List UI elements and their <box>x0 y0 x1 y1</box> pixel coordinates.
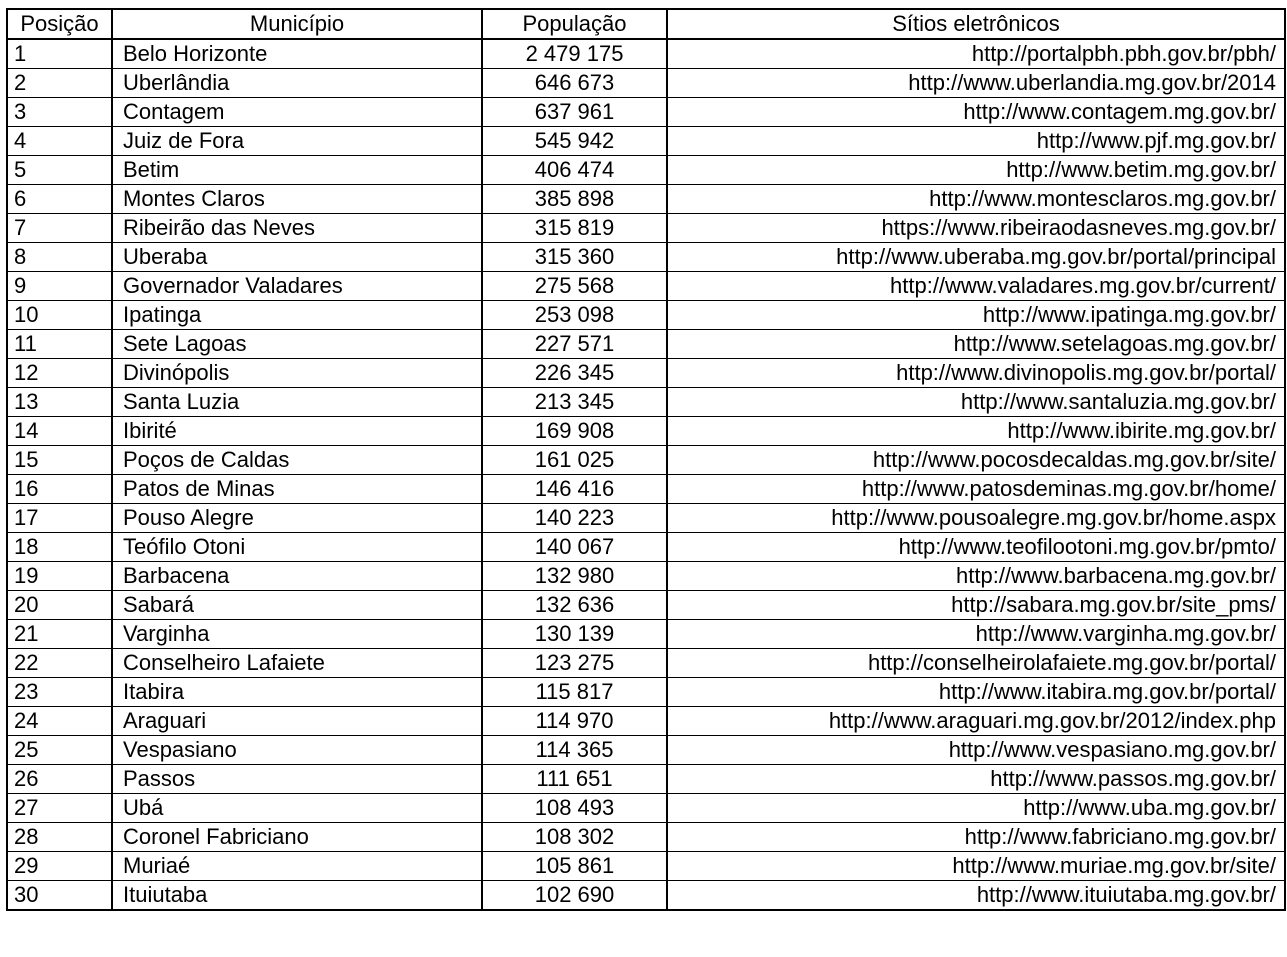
cell-populacao: 105 861 <box>482 852 667 881</box>
table-row <box>7 533 1285 562</box>
cell-posicao: 18 <box>7 533 112 562</box>
cell-populacao: 114 970 <box>482 707 667 736</box>
cell-sitio: http://www.pjf.mg.gov.br/ <box>667 127 1285 156</box>
cell-populacao: 132 636 <box>482 591 667 620</box>
table-row <box>7 301 1285 330</box>
cell-sitio: http://www.muriae.mg.gov.br/site/ <box>667 852 1285 881</box>
table-row <box>7 156 1285 185</box>
cell-posicao: 28 <box>7 823 112 852</box>
cell-municipio: Coronel Fabriciano <box>112 823 482 852</box>
table-row <box>7 765 1285 794</box>
cell-municipio: Uberaba <box>112 243 482 272</box>
cell-posicao: 15 <box>7 446 112 475</box>
cell-sitio: http://www.divinopolis.mg.gov.br/portal/ <box>667 359 1285 388</box>
header-sitios: Sítios eletrônicos <box>667 9 1285 39</box>
cell-posicao: 26 <box>7 765 112 794</box>
table-row <box>7 562 1285 591</box>
cell-populacao: 2 479 175 <box>482 39 667 69</box>
table-row <box>7 736 1285 765</box>
cell-sitio: http://www.barbacena.mg.gov.br/ <box>667 562 1285 591</box>
cell-municipio: Varginha <box>112 620 482 649</box>
table-row <box>7 330 1285 359</box>
cell-sitio: http://portalpbh.pbh.gov.br/pbh/ <box>667 39 1285 69</box>
cell-municipio: Governador Valadares <box>112 272 482 301</box>
cell-municipio: Ubá <box>112 794 482 823</box>
cell-posicao: 14 <box>7 417 112 446</box>
cell-sitio: http://www.varginha.mg.gov.br/ <box>667 620 1285 649</box>
cell-sitio: http://www.santaluzia.mg.gov.br/ <box>667 388 1285 417</box>
cell-posicao: 21 <box>7 620 112 649</box>
municipalities-table <box>6 8 1286 911</box>
cell-municipio: Teófilo Otoni <box>112 533 482 562</box>
cell-populacao: 169 908 <box>482 417 667 446</box>
table-row <box>7 359 1285 388</box>
cell-populacao: 108 302 <box>482 823 667 852</box>
cell-municipio: Itabira <box>112 678 482 707</box>
cell-municipio: Muriaé <box>112 852 482 881</box>
cell-populacao: 161 025 <box>482 446 667 475</box>
cell-sitio: http://www.teofilootoni.mg.gov.br/pmto/ <box>667 533 1285 562</box>
cell-sitio: https://www.ribeiraodasneves.mg.gov.br/ <box>667 214 1285 243</box>
cell-sitio: http://www.passos.mg.gov.br/ <box>667 765 1285 794</box>
cell-sitio: http://sabara.mg.gov.br/site_pms/ <box>667 591 1285 620</box>
cell-sitio: http://www.uberlandia.mg.gov.br/2014 <box>667 69 1285 98</box>
cell-sitio: http://www.uberaba.mg.gov.br/portal/principal <box>667 243 1285 272</box>
cell-posicao: 10 <box>7 301 112 330</box>
cell-sitio: http://conselheirolafaiete.mg.gov.br/portal/ <box>667 649 1285 678</box>
cell-municipio: Santa Luzia <box>112 388 482 417</box>
cell-municipio: Poços de Caldas <box>112 446 482 475</box>
cell-populacao: 111 651 <box>482 765 667 794</box>
cell-sitio: http://www.ipatinga.mg.gov.br/ <box>667 301 1285 330</box>
cell-sitio: http://www.ibirite.mg.gov.br/ <box>667 417 1285 446</box>
cell-populacao: 213 345 <box>482 388 667 417</box>
table-row <box>7 39 1285 69</box>
cell-posicao: 25 <box>7 736 112 765</box>
cell-municipio: Montes Claros <box>112 185 482 214</box>
table-row <box>7 69 1285 98</box>
cell-municipio: Patos de Minas <box>112 475 482 504</box>
table-header-row <box>7 9 1285 39</box>
cell-municipio: Sete Lagoas <box>112 330 482 359</box>
cell-sitio: http://www.patosdeminas.mg.gov.br/home/ <box>667 475 1285 504</box>
cell-sitio: http://www.contagem.mg.gov.br/ <box>667 98 1285 127</box>
table-row <box>7 794 1285 823</box>
cell-posicao: 11 <box>7 330 112 359</box>
cell-municipio: Ibirité <box>112 417 482 446</box>
cell-sitio: http://www.betim.mg.gov.br/ <box>667 156 1285 185</box>
cell-populacao: 315 819 <box>482 214 667 243</box>
cell-sitio: http://www.vespasiano.mg.gov.br/ <box>667 736 1285 765</box>
cell-populacao: 275 568 <box>482 272 667 301</box>
cell-populacao: 108 493 <box>482 794 667 823</box>
cell-posicao: 30 <box>7 881 112 911</box>
cell-populacao: 646 673 <box>482 69 667 98</box>
cell-populacao: 406 474 <box>482 156 667 185</box>
cell-municipio: Pouso Alegre <box>112 504 482 533</box>
cell-municipio: Divinópolis <box>112 359 482 388</box>
cell-municipio: Ribeirão das Neves <box>112 214 482 243</box>
cell-sitio: http://www.pocosdecaldas.mg.gov.br/site/ <box>667 446 1285 475</box>
table-body <box>7 39 1285 910</box>
cell-sitio: http://www.setelagoas.mg.gov.br/ <box>667 330 1285 359</box>
cell-municipio: Ipatinga <box>112 301 482 330</box>
table-row <box>7 707 1285 736</box>
table-row <box>7 388 1285 417</box>
cell-municipio: Sabará <box>112 591 482 620</box>
cell-posicao: 3 <box>7 98 112 127</box>
cell-posicao: 13 <box>7 388 112 417</box>
table-row <box>7 475 1285 504</box>
cell-posicao: 29 <box>7 852 112 881</box>
table-row <box>7 272 1285 301</box>
cell-sitio: http://www.araguari.mg.gov.br/2012/index.php <box>667 707 1285 736</box>
cell-posicao: 19 <box>7 562 112 591</box>
cell-posicao: 24 <box>7 707 112 736</box>
cell-populacao: 140 067 <box>482 533 667 562</box>
cell-sitio: http://www.ituiutaba.mg.gov.br/ <box>667 881 1285 911</box>
cell-municipio: Barbacena <box>112 562 482 591</box>
table-row <box>7 823 1285 852</box>
cell-populacao: 130 139 <box>482 620 667 649</box>
municipalities-table-wrapper <box>6 8 1284 911</box>
cell-posicao: 27 <box>7 794 112 823</box>
cell-populacao: 315 360 <box>482 243 667 272</box>
header-municipio: Município <box>112 9 482 39</box>
cell-posicao: 22 <box>7 649 112 678</box>
cell-municipio: Uberlândia <box>112 69 482 98</box>
cell-populacao: 115 817 <box>482 678 667 707</box>
cell-posicao: 8 <box>7 243 112 272</box>
cell-posicao: 6 <box>7 185 112 214</box>
cell-municipio: Betim <box>112 156 482 185</box>
table-row <box>7 852 1285 881</box>
cell-populacao: 385 898 <box>482 185 667 214</box>
header-posicao: Posição <box>7 9 112 39</box>
cell-posicao: 23 <box>7 678 112 707</box>
table-row <box>7 214 1285 243</box>
cell-populacao: 146 416 <box>482 475 667 504</box>
cell-posicao: 2 <box>7 69 112 98</box>
cell-municipio: Passos <box>112 765 482 794</box>
cell-posicao: 16 <box>7 475 112 504</box>
cell-sitio: http://www.itabira.mg.gov.br/portal/ <box>667 678 1285 707</box>
cell-sitio: http://www.pousoalegre.mg.gov.br/home.aspx <box>667 504 1285 533</box>
cell-populacao: 545 942 <box>482 127 667 156</box>
table-row <box>7 446 1285 475</box>
table-row <box>7 649 1285 678</box>
header-populacao: População <box>482 9 667 39</box>
cell-posicao: 9 <box>7 272 112 301</box>
cell-municipio: Araguari <box>112 707 482 736</box>
cell-municipio: Conselheiro Lafaiete <box>112 649 482 678</box>
cell-populacao: 226 345 <box>482 359 667 388</box>
cell-populacao: 123 275 <box>482 649 667 678</box>
cell-sitio: http://www.valadares.mg.gov.br/current/ <box>667 272 1285 301</box>
cell-populacao: 253 098 <box>482 301 667 330</box>
cell-posicao: 7 <box>7 214 112 243</box>
cell-populacao: 227 571 <box>482 330 667 359</box>
cell-populacao: 637 961 <box>482 98 667 127</box>
cell-posicao: 12 <box>7 359 112 388</box>
cell-municipio: Juiz de Fora <box>112 127 482 156</box>
table-row <box>7 591 1285 620</box>
table-row <box>7 678 1285 707</box>
cell-populacao: 102 690 <box>482 881 667 911</box>
table-row <box>7 98 1285 127</box>
cell-sitio: http://www.fabriciano.mg.gov.br/ <box>667 823 1285 852</box>
table-row <box>7 881 1285 911</box>
cell-municipio: Belo Horizonte <box>112 39 482 69</box>
cell-posicao: 1 <box>7 39 112 69</box>
table-row <box>7 243 1285 272</box>
cell-municipio: Contagem <box>112 98 482 127</box>
table-row <box>7 620 1285 649</box>
cell-populacao: 140 223 <box>482 504 667 533</box>
cell-posicao: 5 <box>7 156 112 185</box>
cell-sitio: http://www.uba.mg.gov.br/ <box>667 794 1285 823</box>
cell-posicao: 4 <box>7 127 112 156</box>
table-row <box>7 504 1285 533</box>
table-row <box>7 185 1285 214</box>
cell-sitio: http://www.montesclaros.mg.gov.br/ <box>667 185 1285 214</box>
cell-municipio: Vespasiano <box>112 736 482 765</box>
cell-populacao: 132 980 <box>482 562 667 591</box>
cell-municipio: Ituiutaba <box>112 881 482 911</box>
cell-populacao: 114 365 <box>482 736 667 765</box>
table-row <box>7 127 1285 156</box>
table-row <box>7 417 1285 446</box>
cell-posicao: 20 <box>7 591 112 620</box>
cell-posicao: 17 <box>7 504 112 533</box>
